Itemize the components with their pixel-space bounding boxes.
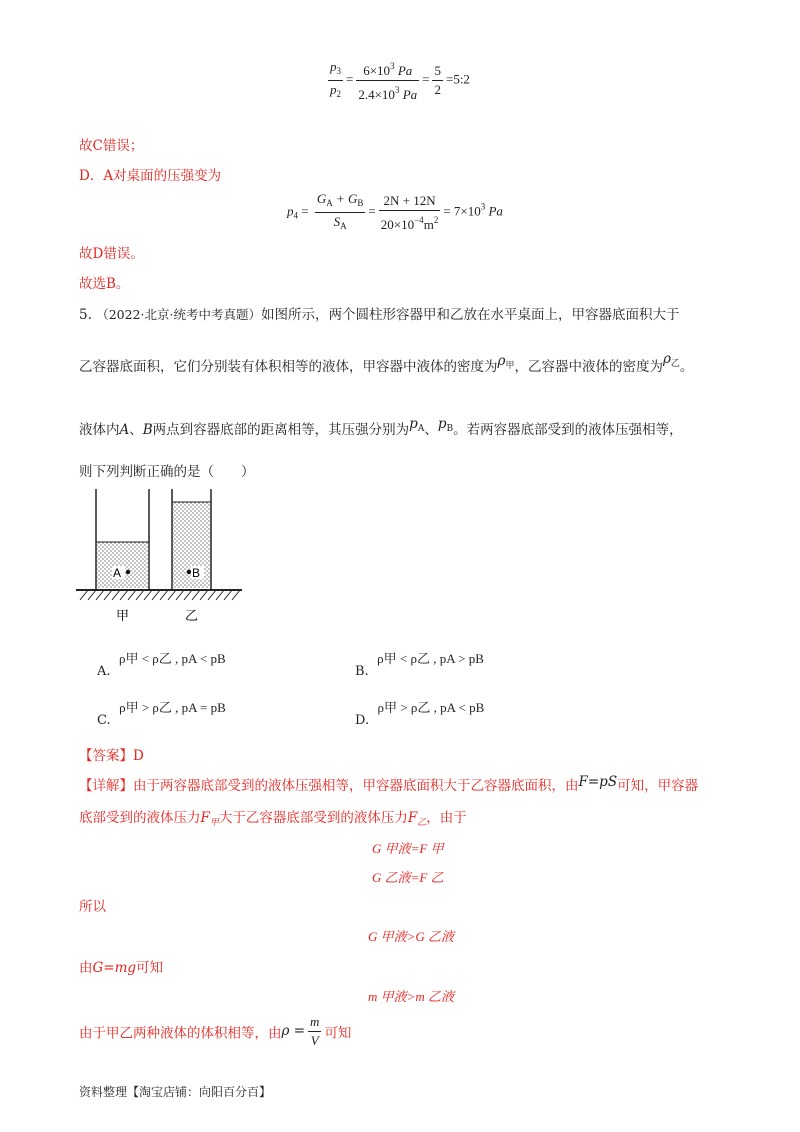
question-source: （2022·北京·统考中考真题） xyxy=(96,307,261,322)
option-c[interactable]: C. ρ甲 > ρ乙 , pA = pB xyxy=(97,700,226,728)
point-b-label: B xyxy=(192,566,201,580)
point-a-dot xyxy=(126,570,130,574)
answer-value: D xyxy=(133,748,144,764)
ground-hatching xyxy=(80,590,240,600)
question-line-1: 5. （2022·北京·统考中考真题）如图所示，两个圆柱形容器甲和乙放在水平桌面上，甲容器底面积大于 xyxy=(79,307,680,323)
detail-eq-2: G 乙液=F 乙 xyxy=(372,870,444,885)
detail-label: 【详解】 xyxy=(79,778,133,794)
detail-by-g: 由G=mg可知 xyxy=(79,960,164,976)
detail-line-2: 底部受到的液体压力$F_甲$大于乙容器底部受到的液体压力$F_乙$，由于 xyxy=(79,810,467,828)
liquid-jia xyxy=(97,542,148,588)
option-a[interactable]: A. ρ甲 < ρ乙 , pA < pB xyxy=(97,651,226,679)
detail-line-1: 【详解】由于两容器底部受到的液体压强相等，甲容器底面积大于乙容器底面积，由F=pS可知，甲容器 xyxy=(79,774,699,794)
detail-last-line: 由于甲乙两种液体的体积相等，由ρ = $\frac{m}{V}$ 可知 xyxy=(79,1014,352,1048)
footer-source: 资料整理【淘宝店铺：向阳百分百】 xyxy=(79,1085,272,1099)
option-d[interactable]: D. ρ甲 > ρ乙 , pA < pB xyxy=(355,700,485,728)
detail-eq-3: G 甲液>G 乙液 xyxy=(368,929,455,944)
question-line-2: 乙容器底面积，它们分别装有体积相等的液体，甲容器中液体的密度为$\rho^甲$，乙容器中液体的密度为$\rho^乙$。 xyxy=(79,351,694,375)
detail-eq-4: m 甲液>m 乙液 xyxy=(368,989,455,1004)
containers-figure xyxy=(72,484,252,634)
detail-suoyi: 所以 xyxy=(79,899,106,915)
point-a-label: A xyxy=(113,566,122,580)
line-d-intro: D．A对桌面的压强变为 xyxy=(79,168,222,184)
option-b[interactable]: B. ρ甲 < ρ乙 , pA > pB xyxy=(355,651,484,679)
question-number: 5. xyxy=(79,307,92,323)
label-yi: 乙 xyxy=(185,609,199,624)
question-line-4: 则下列判断正确的是（ ） xyxy=(79,464,255,480)
point-b-dot xyxy=(187,570,191,574)
question-line-3: 液体内A、B两点到容器底部的距离相等，其压强分别为$p^A$、$p^B$。若两容器底部受到的液体压强相等， xyxy=(79,416,683,438)
label-jia: 甲 xyxy=(116,609,130,624)
answer-label: 【答案】 xyxy=(79,748,133,764)
detail-eq-1: G 甲液=F 甲 xyxy=(372,841,444,856)
line-choose-b: 故选B。 xyxy=(79,276,130,292)
equation-p3-ratio: $\frac{p_3}{p_2}$ = $\frac{6\times 10^3 Pa}{2.4\times 10^3 Pa}$ = $\frac{5}{2}$ =5:2 xyxy=(330,59,470,102)
equation-p4: $p_4$ = $\frac{G_A + G_B}{S_A}$ = $\frac{2N + 12N}{20\times 10^{-4}m^2}$ = $7\times 10^3$ Pa xyxy=(287,191,503,232)
line-d-wrong: 故D错误。 xyxy=(79,246,144,262)
line-c-wrong: 故C错误； xyxy=(79,138,144,154)
answer-line xyxy=(79,744,144,764)
